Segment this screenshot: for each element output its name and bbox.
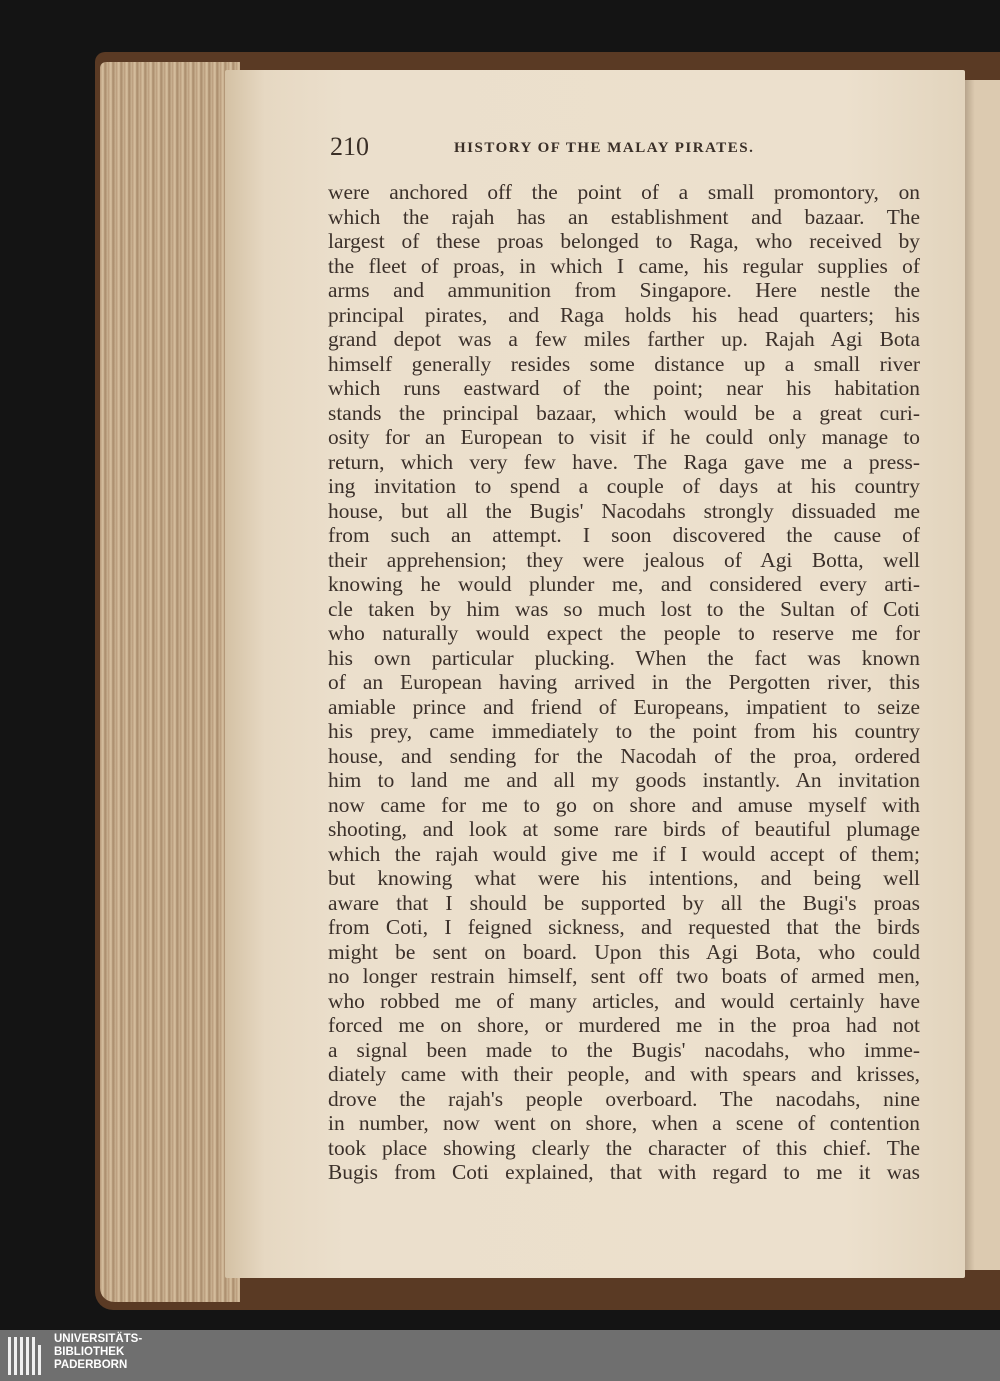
text-line: arms and ammunition from Singapore. Here nestle the bbox=[328, 278, 920, 302]
running-title: HISTORY OF THE MALAY PIRATES. bbox=[454, 140, 755, 156]
text-line: principal pirates, and Raga holds his head quarters; his bbox=[328, 302, 920, 327]
library-name-line: PADERBORN bbox=[54, 1359, 128, 1371]
text-line: took place showing clearly the character of this chief. The bbox=[328, 1135, 920, 1160]
text-line: were anchored off the point of a small promontory, on bbox=[328, 180, 920, 204]
library-logo-icon bbox=[8, 1337, 44, 1375]
text-line: which runs eastward of the point; near his habitation bbox=[328, 376, 920, 400]
text-line: Bugis from Coti explained, that with regard to me it was bbox=[328, 1160, 920, 1184]
text-line: from Coti, I feigned sickness, and requested that the birds bbox=[328, 915, 920, 939]
text-line: drove the rajah's people overboard. The nacodahs, nine bbox=[328, 1086, 920, 1111]
text-line: knowing he would plunder me, and considered every arti- bbox=[328, 572, 920, 596]
text-line: aware that I should be supported by all the Bugi's proas bbox=[328, 890, 920, 915]
library-footer bbox=[0, 1330, 1000, 1381]
text-line: their apprehension; they were jealous of Agi Botta, well bbox=[328, 547, 920, 572]
text-line: in number, now went on shore, when a scene of contention bbox=[328, 1111, 920, 1135]
text-line: him to land me and all my goods instantly. An invitation bbox=[328, 768, 920, 792]
text-line: which the rajah has an establishment and bazaar. The bbox=[328, 204, 920, 229]
text-line: who naturally would expect the people to reserve me for bbox=[328, 621, 920, 645]
text-line: return, which very few have. The Raga gave me a press- bbox=[328, 449, 920, 474]
body-text bbox=[328, 180, 920, 1185]
text-line: of an European having arrived in the Pergotten river, this bbox=[328, 670, 920, 694]
text-line: amiable prince and friend of Europeans, impatient to seize bbox=[328, 694, 920, 719]
text-line: forced me on shore, or murdered me in the proa had not bbox=[328, 1013, 920, 1037]
text-line: a signal been made to the Bugis' nacodahs, who imme- bbox=[328, 1037, 920, 1062]
text-line: now came for me to go on shore and amuse myself with bbox=[328, 792, 920, 817]
text-line: might be sent on board. Upon this Agi Bota, who could bbox=[328, 939, 920, 964]
text-line: who robbed me of many articles, and would certainly have bbox=[328, 988, 920, 1013]
text-line: which the rajah would give me if I would accept of them; bbox=[328, 841, 920, 866]
text-line: the fleet of proas, in which I came, his regular supplies of bbox=[328, 253, 920, 278]
text-line: diately came with their people, and with spears and krisses, bbox=[328, 1062, 920, 1086]
text-line: his prey, came immediately to the point from his country bbox=[328, 719, 920, 743]
page-edges bbox=[100, 62, 240, 1302]
library-name bbox=[54, 1333, 142, 1372]
library-name-line: UNIVERSITÄTS- bbox=[54, 1333, 143, 1345]
text-line: his own particular plucking. When the fact was known bbox=[328, 645, 920, 670]
running-header bbox=[330, 132, 920, 162]
text-line: from such an attempt. I soon discovered the cause of bbox=[328, 523, 920, 547]
text-line: no longer restrain himself, sent off two boats of armed men, bbox=[328, 964, 920, 988]
text-line: shooting, and look at some rare birds of beautiful plumage bbox=[328, 817, 920, 841]
library-name-line: BIBLIOTHEK bbox=[54, 1346, 125, 1358]
text-line: ing invitation to spend a couple of days at his country bbox=[328, 474, 920, 498]
text-line: but knowing what were his intentions, and being well bbox=[328, 866, 920, 890]
text-line: house, and sending for the Nacodah of the proa, ordered bbox=[328, 743, 920, 768]
page-number: 210 bbox=[330, 132, 369, 161]
text-line: largest of these proas belonged to Raga, who received by bbox=[328, 229, 920, 253]
text-line: grand depot was a few miles farther up. Rajah Agi Bota bbox=[328, 327, 920, 351]
text-line: himself generally resides some distance up a small river bbox=[328, 351, 920, 376]
text-line: osity for an European to visit if he could only manage to bbox=[328, 425, 920, 449]
text-line: stands the principal bazaar, which would be a great curi- bbox=[328, 400, 920, 425]
text-line: house, but all the Bugis' Nacodahs strongly dissuaded me bbox=[328, 498, 920, 523]
text-line: cle taken by him was so much lost to the Sultan of Coti bbox=[328, 596, 920, 621]
